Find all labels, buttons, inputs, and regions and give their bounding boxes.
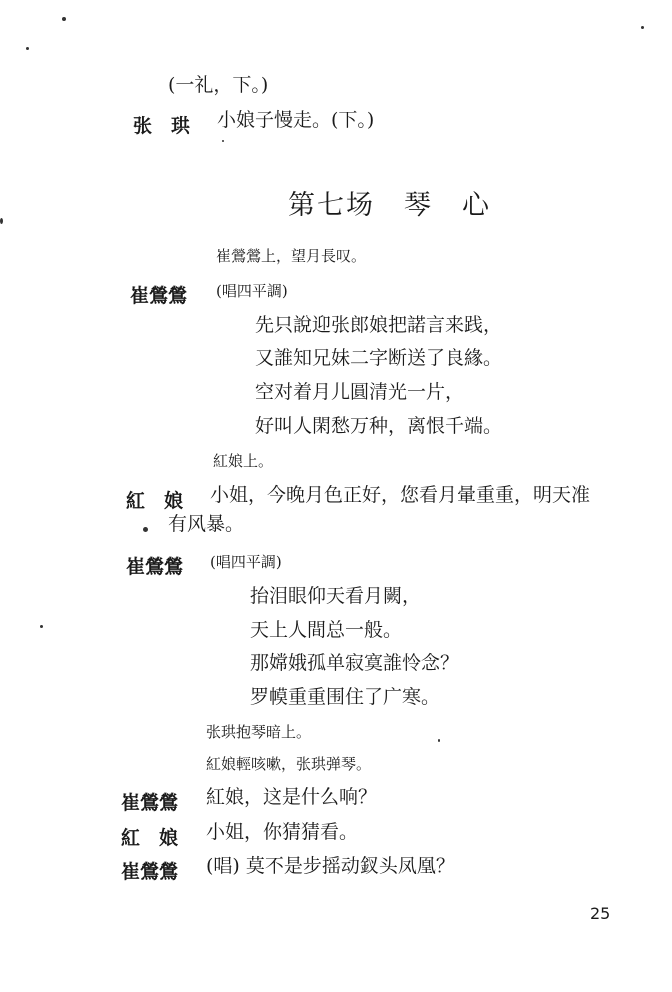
stage-direction: (一礼，下。) — [168, 74, 269, 96]
scene-title: 第七场 琴 心 — [288, 190, 491, 221]
print-speck — [143, 527, 148, 532]
speaker-label: 紅 娘 — [126, 490, 184, 512]
speaker-label: 崔鶯鶯 — [121, 792, 179, 814]
stage-direction: 张珙抱琴暗上。 — [206, 723, 312, 741]
stage-direction: 紅娘輕咳嗽，张珙弹琴。 — [206, 755, 372, 773]
verse-line: 抬泪眼仰天看月闕， — [250, 585, 422, 607]
dialogue-line: 小娘子慢走。(下。) — [217, 109, 375, 131]
dialogue-line: 小姐，你猜猜看。 — [206, 821, 359, 843]
speaker-label: 崔鶯鶯 — [130, 285, 188, 307]
print-speck — [641, 26, 644, 29]
speaker-label: 崔鶯鶯 — [126, 556, 184, 578]
verse-line: 好叫人閑愁万种，离恨千端。 — [255, 415, 503, 437]
speaker-label: 张 珙 — [133, 115, 191, 137]
print-speck — [222, 140, 224, 142]
page-number: 25 — [590, 904, 611, 923]
verse-line: 空对着月儿圓清光一片， — [255, 381, 465, 403]
print-speck — [40, 625, 43, 628]
dialogue-line: 紅娘，这是什么响？ — [206, 786, 378, 808]
print-speck — [62, 17, 66, 21]
speaker-label: 崔鶯鶯 — [121, 861, 179, 883]
aria-note: (唱四平調) — [216, 282, 288, 300]
dialogue-line: (唱) 莫不是步摇动釵头凤凰？ — [206, 855, 455, 877]
aria-note: (唱四平調) — [210, 553, 282, 571]
stage-direction: 紅娘上。 — [213, 452, 274, 470]
verse-line: 那嫦娥孤单寂寞誰怜念？ — [250, 652, 460, 674]
dialogue-line: 小姐，今晚月色正好，您看月暈重重，明天准 — [210, 484, 591, 506]
verse-line: 罗幙重重围住了广寒。 — [250, 686, 441, 708]
print-speck — [0, 218, 3, 224]
dialogue-line: 有风暴。 — [168, 513, 245, 535]
verse-line: 又誰知兄妹二字断送了良緣。 — [255, 347, 503, 369]
verse-line: 先只說迎张郎娘把諾言来践， — [255, 314, 503, 336]
verse-line: 天上人間总一般。 — [250, 619, 403, 641]
print-speck — [438, 739, 440, 742]
stage-direction: 崔鶯鶯上，望月長叹。 — [216, 247, 367, 265]
print-speck — [26, 47, 29, 50]
speaker-label: 紅 娘 — [121, 827, 179, 849]
